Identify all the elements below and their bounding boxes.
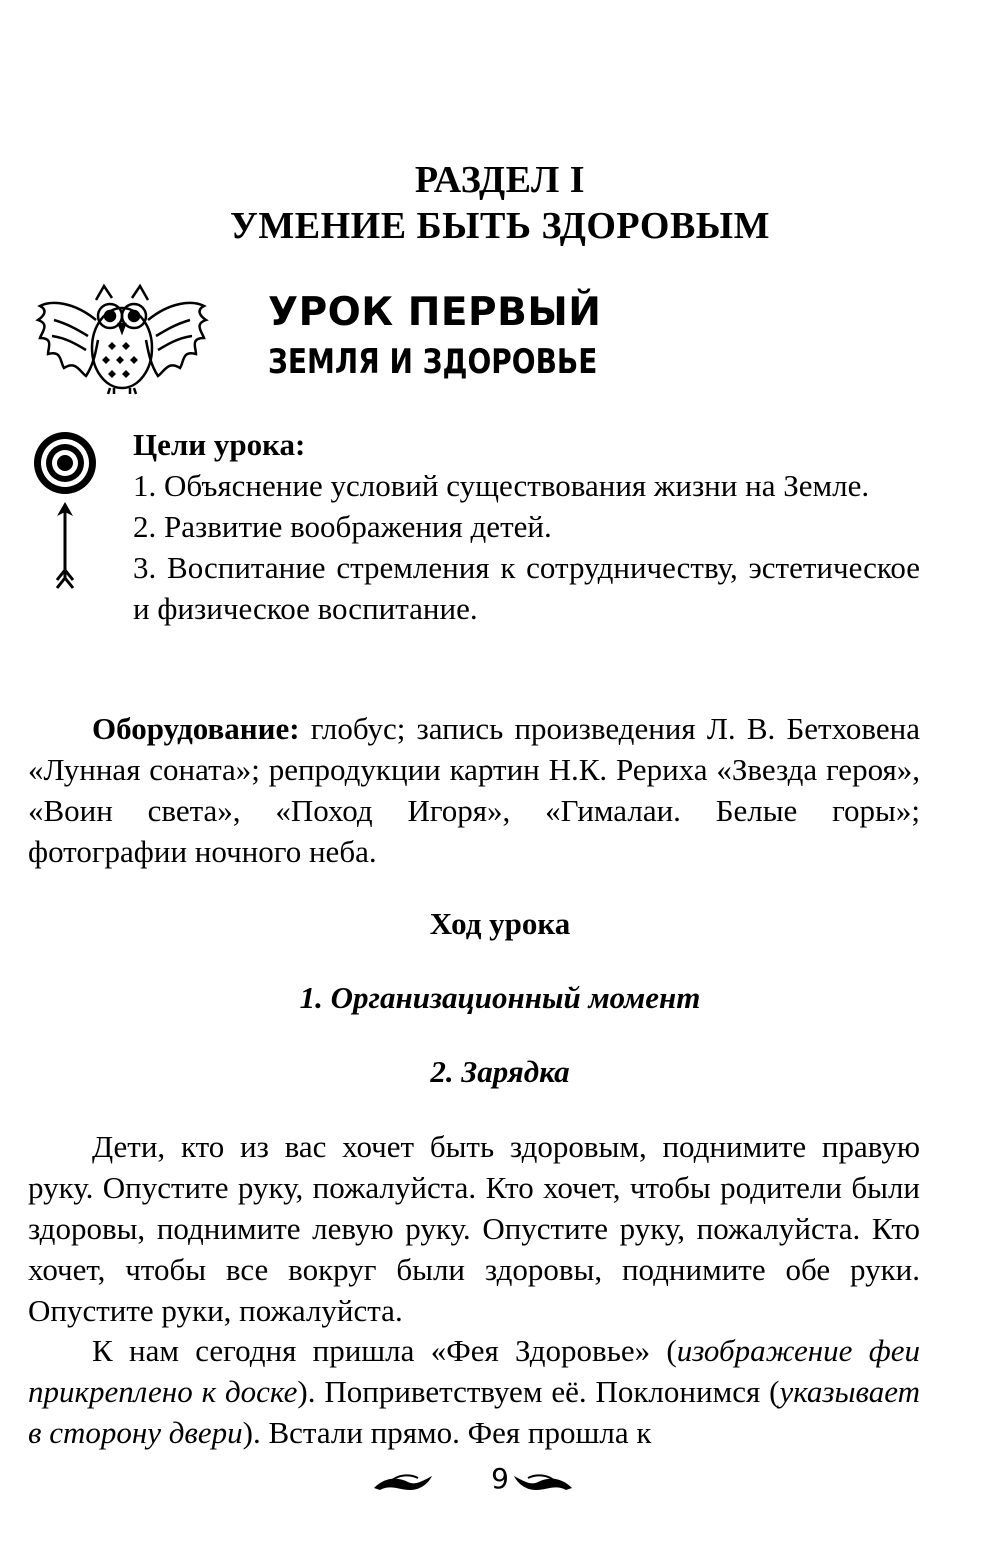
section-label: РАЗДЕЛ I — [414, 159, 586, 201]
step-2-heading: 2. Зарядка — [430, 1054, 570, 1089]
body-paragraph: Дети, кто из вас хочет быть здоровым, поднимите правую руку. Опустите руку, пожалуйста. Кто хочет, чтобы родители были здоровы, поднимите левую руку. Опустите руку, пожалуйста. Кто хочет, чтобы все вокруг были здоровы, поднимите обе руки. Опустите руки, пожалуйста. — [28, 1129, 920, 1328]
goal-item: 2. Развитие воображения детей. — [133, 509, 552, 544]
section-title: УМЕНИЕ БЫТЬ ЗДОРОВЫМ — [230, 205, 770, 247]
owl-icon — [34, 280, 210, 396]
equipment-paragraph — [28, 708, 920, 872]
equipment-label: Оборудование: — [92, 711, 300, 746]
equipment-text: глобус; запись произведения Л. В. Бетховена «Лунная соната»; репродукции картин Н.К. Рериха «Звезда героя», «Воин света», «Поход Игоря», «Гималаи. Белые горы»; фотографии ночного неба. — [28, 711, 920, 869]
italic-run: указывает в сторону двери — [28, 1374, 920, 1450]
text-run: К нам сегодня пришла «Фея Здоровье» ( — [92, 1333, 677, 1368]
lesson-subtitle: ЗЕМЛЯ И ЗДОРОВЬЕ — [268, 342, 598, 382]
arrow-icon — [50, 500, 80, 594]
page-number: 9 — [491, 1462, 509, 1495]
goals-heading: Цели урока: — [133, 427, 306, 462]
progress-heading: Ход урока — [429, 906, 571, 941]
text-run: ). Встали прямо. Фея прошла к — [242, 1415, 652, 1450]
lesson-title: УРОК ПЕРВЫЙ — [268, 290, 602, 335]
italic-run: изображение феи прикреплено к доске — [28, 1333, 921, 1409]
goal-item: 3. Воспитание стремления к сотрудничеству, эстетическое и физическое воспитание. — [133, 550, 920, 626]
goal-item: 1. Объяснение условий существования жизни на Земле. — [133, 468, 870, 503]
text-run: ). Поприветствуем её. Поклонимся ( — [297, 1374, 780, 1409]
body-paragraph — [28, 1330, 920, 1453]
step-1-heading: 1. Организационный момент — [299, 980, 701, 1015]
target-icon — [32, 430, 98, 496]
lesson-goals — [133, 424, 920, 629]
right-ornament-icon — [506, 1470, 576, 1496]
